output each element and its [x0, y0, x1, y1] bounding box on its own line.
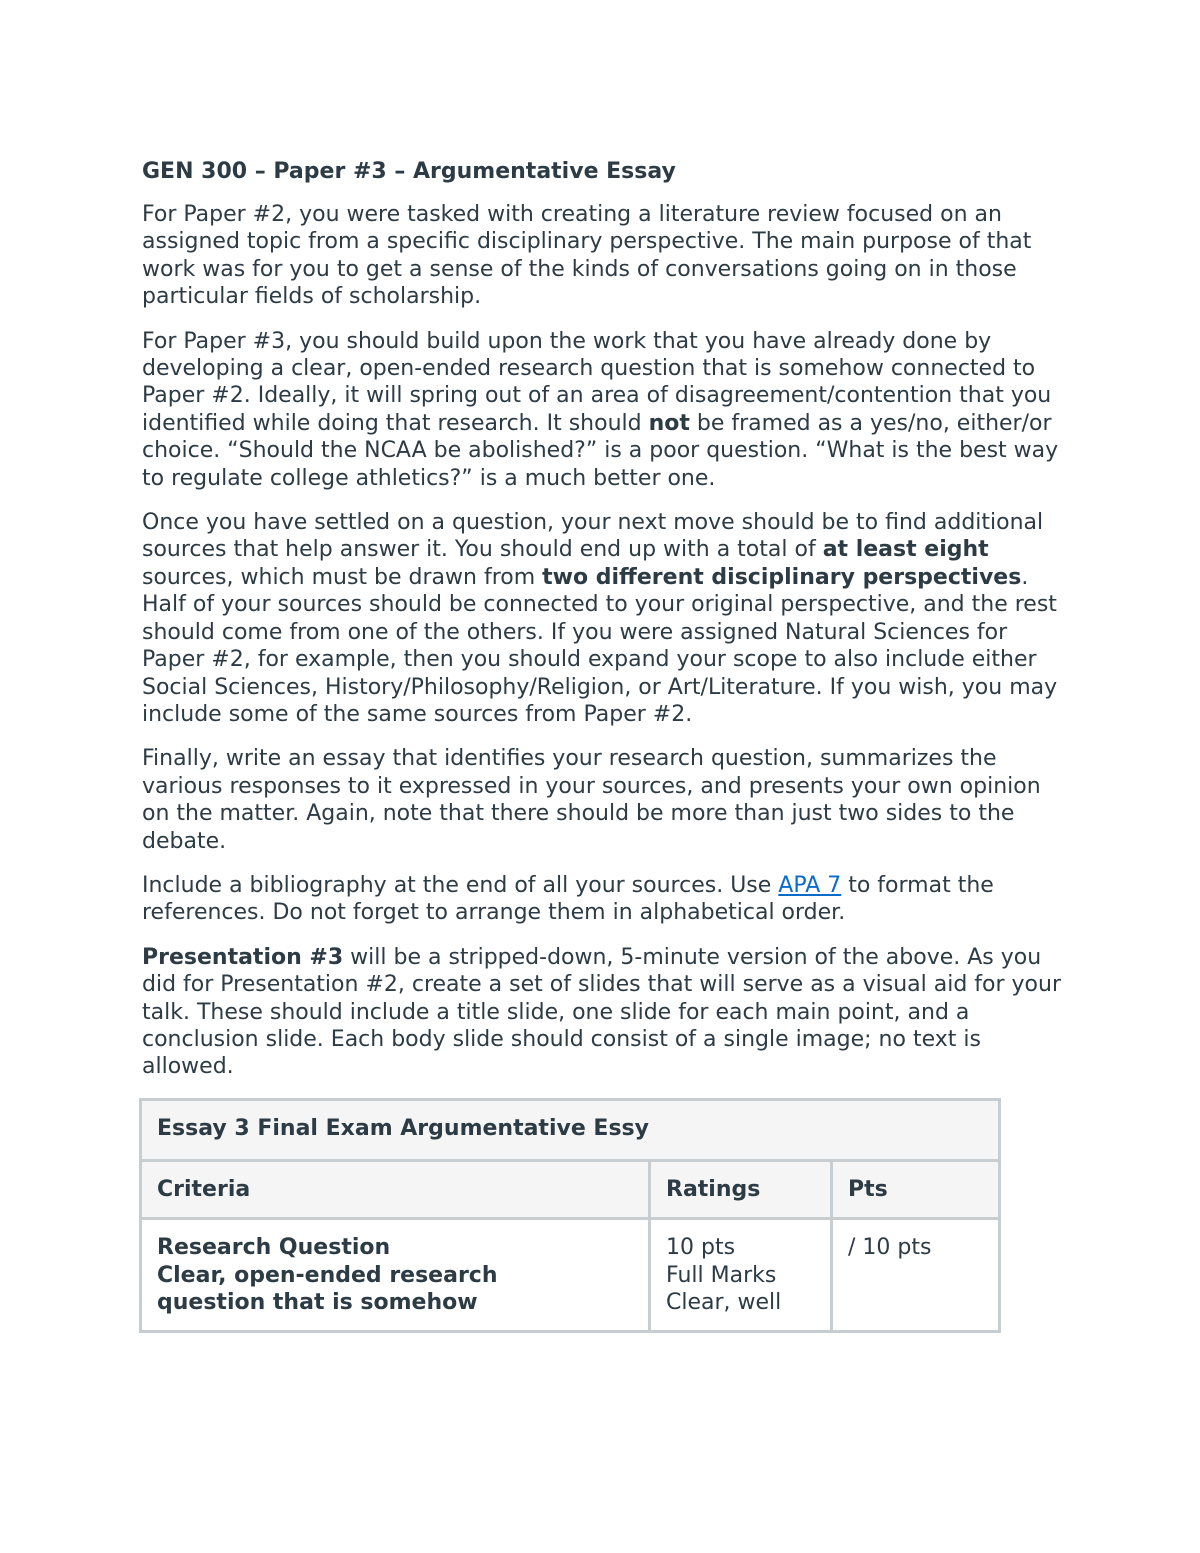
- emphasis-not: not: [648, 410, 690, 436]
- paragraph-text: Include a bibliography at the end of all your sources. Use: [142, 872, 779, 898]
- paragraph-bibliography: [142, 872, 1062, 927]
- paragraph-text: will be a stripped-down, 5-minute version of the above. As you did for Presentation #2, create a set of slides that will serve as a visual aid for your talk. These should include a title slide, one slide for each main point, and a conclusion slide. Each body slide should consist of a single image; no text is allowed.: [142, 944, 1061, 1080]
- rating-description: Clear, well: [666, 1290, 782, 1315]
- document-title: GEN 300 – Paper #3 – Argumentative Essay: [142, 159, 676, 184]
- rubric-header-row: [141, 1160, 1000, 1218]
- paragraph-text: Once you have settled on a question, your next move should be to find additional sources that help answer it. You should end up with a total of: [142, 510, 1044, 563]
- paragraph-presentation: [142, 944, 1062, 1081]
- criterion-title: Research Question: [157, 1235, 391, 1261]
- paragraph-text: Finally, write an essay that identifies your research question, summarizes the various responses to it expressed in your sources, and presents your own opinion on the matter. Again, note that there should be more than just two sides to the debate.: [142, 746, 1041, 854]
- paragraph-text: be framed as a yes/no, either/or choice. “Should the NCAA be abolished?” is a poor question. “What is the best way to regulate college athletics?” is a much better one.: [142, 410, 1059, 491]
- document-page: [142, 158, 1062, 1333]
- emphasis-presentation-3: Presentation #3: [142, 944, 344, 970]
- points-cell: [832, 1219, 1000, 1332]
- paragraph-essay: [142, 745, 1062, 855]
- criterion-cell: [141, 1219, 650, 1332]
- paragraph-text: For Paper #2, you were tasked with creating a literature review focused on an assigned topic from a specific disciplinary perspective. The main purpose of that work was for you to get a sense of the kinds of conversations going on in those particular fields of scholarship.: [142, 202, 1032, 310]
- paragraph-paper2-recap: [142, 201, 1062, 311]
- emphasis-two-perspectives: two different disciplinary perspectives: [542, 564, 1022, 590]
- rating-cell: [650, 1219, 832, 1332]
- header-ratings: Ratings: [650, 1160, 832, 1218]
- table-row: [141, 1219, 1000, 1332]
- rating-points: 10 pts: [666, 1235, 736, 1261]
- criterion-description: question that is somehow: [157, 1290, 478, 1315]
- paragraph-text: sources, which must be drawn from: [142, 564, 543, 590]
- rating-label: Full Marks: [666, 1262, 777, 1288]
- criterion-description: Clear, open-ended research: [157, 1262, 498, 1288]
- rubric-title-row: [141, 1099, 1000, 1160]
- paragraph-research-question: [142, 328, 1062, 492]
- rubric-title: Essay 3 Final Exam Argumentative Essy: [141, 1099, 1000, 1160]
- points-value: / 10 pts: [848, 1235, 932, 1261]
- paragraph-sources: [142, 509, 1062, 728]
- header-pts: Pts: [832, 1160, 1000, 1218]
- header-criteria: Criteria: [141, 1160, 650, 1218]
- paragraph-text: to format the references. Do not forget to arrange them in alphabetical order.: [142, 872, 994, 926]
- paragraph-text: For Paper #3, you should build upon the work that you have already done by developing a clear, open-ended research question that is somehow connected to Paper #2. Ideally, it will spring out of an area of disagreement/contention that you identified while doing that research. It should: [142, 328, 1052, 436]
- paragraph-text: . Half of your sources should be connected to your original perspective, and the rest should come from one of the others. If you were assigned Natural Sciences for Paper #2, for example, then you should expand your scope to also include either Social Sciences, History/Philosophy/Religion, or Art/Literature. If you wish, you may include some of the same sources from Paper #2.: [142, 564, 1058, 727]
- emphasis-at-least-eight: at least eight: [822, 537, 989, 563]
- rubric-table: [139, 1098, 1001, 1334]
- apa7-link[interactable]: APA 7: [778, 872, 842, 898]
